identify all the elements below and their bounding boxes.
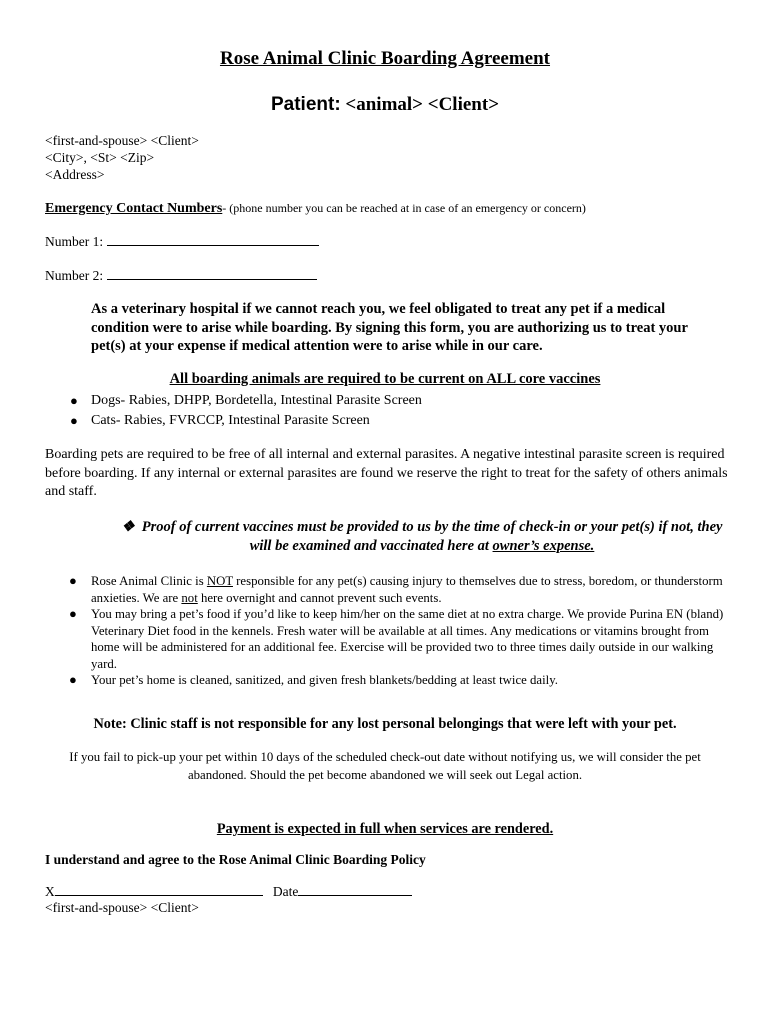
vaccine-list [70,391,422,430]
bullet-icon: ● [69,606,77,621]
rule-2-text: You may bring a pet’s food if you’d like to keep him/her on the same diet at no extra charge. We provide Purina EN (bland) Veterinary Diet food in the kennels. Fresh water will be available at all times. Any medications or vitamins brought from home will be administered for an additional fee. Exercise will be provided two to three times daily outside in our walking yard. [91,607,724,671]
rule-1-text: Rose Animal Clinic is [91,574,207,588]
signature-x-label: X [45,884,55,899]
patient-label: Patient: [270,94,341,115]
date-label: Date [272,884,299,899]
rule-1-text-end: here overnight and cannot prevent such events. [197,590,442,605]
document-title: Rose Animal Clinic Boarding Agreement [219,48,551,69]
number-2-field[interactable] [107,267,317,280]
list-item [69,573,731,606]
emergency-contact-heading-line [45,200,586,217]
address-line-2: <City>, <St> <Zip> [45,150,155,165]
boarding-rules-list [69,573,731,689]
number-2-label: Number 2: [45,268,104,283]
rule-1-text-cont: responsible for any pet(s) causing injury to themselves due to stress, boredom, or thunderstorm anxieties. We are [91,574,723,605]
agreement-statement: I understand and agree to the Rose Animal Clinic Boarding Policy [45,852,426,867]
bullet-icon: ● [70,393,78,408]
bullet-icon: ● [69,573,77,588]
authorization-warning: As a veterinary hospital if we cannot reach you, we feel obligated to treat any pet if a medical condition were to arise while boarding. By signing this form, you are authorizing us to treat your pet(s) at your expense if medical attention were to arise while in our care. [91,301,688,354]
vaccine-requirements-heading: All boarding animals are required to be current on ALL core vaccines [169,371,601,387]
signer-name: <first-and-spouse> <Client> [45,900,199,915]
patient-line [0,94,770,116]
rule-1-not-lower: not [181,590,198,605]
belongings-note: Note: Clinic staff is not responsible for any lost personal belongings that were left with your pet. [93,716,677,732]
number-1-field[interactable] [107,233,319,246]
date-field[interactable] [298,883,412,896]
payment-heading: Payment is expected in full when services are rendered. [216,821,554,837]
list-item [70,391,422,411]
list-item [69,672,731,689]
bullet-icon: ● [69,672,77,687]
emergency-contact-note: - (phone number you can be reached at in case of an emergency or concern) [222,201,586,215]
signature-row [45,883,412,900]
rule-1-not: NOT [206,574,233,588]
rule-3-text: Your pet’s home is cleaned, sanitized, and given fresh blankets/bedding at least twice daily. [91,673,558,687]
parasites-paragraph: Boarding pets are required to be free of all internal and external parasites. A negative intestinal parasite screen is required before boarding. If any internal or external parasites are found we reserve the right to treat for the safety of others animals and staff. [45,447,728,499]
proof-text: Proof of current vaccines must be provided to us by the time of check-in or your pet(s) if not, they will be examined and vaccinated here at [141,519,723,554]
list-item [70,411,422,431]
number-2-row [45,267,317,284]
diamond-bullet-icon: ❖ [121,519,135,535]
emergency-contact-heading: Emergency Contact Numbers [45,201,223,216]
number-1-row [45,233,319,250]
number-1-label: Number 1: [45,234,104,249]
owners-expense: owner’s expense. [492,538,595,554]
list-item [69,606,731,672]
vaccine-cats: Cats- Rabies, FVRCCP, Intestinal Parasite Screen [91,412,370,428]
signature-field[interactable] [55,883,263,896]
abandonment-paragraph: If you fail to pick-up your pet within 10 days of the scheduled check-out date without notifying us, we will consider the pet abandoned. Should the pet become abandoned we will seek out Legal action. [69,750,701,782]
proof-of-vaccines-notice [112,518,732,556]
bullet-icon: ● [70,412,78,428]
vaccine-dogs: Dogs- Rabies, DHPP, Bordetella, Intestinal Parasite Screen [91,393,422,408]
address-line-3: <Address> [45,167,105,182]
address-line-1: <first-and-spouse> <Client> [45,133,199,148]
patient-value: <animal> <Client> [345,94,500,115]
